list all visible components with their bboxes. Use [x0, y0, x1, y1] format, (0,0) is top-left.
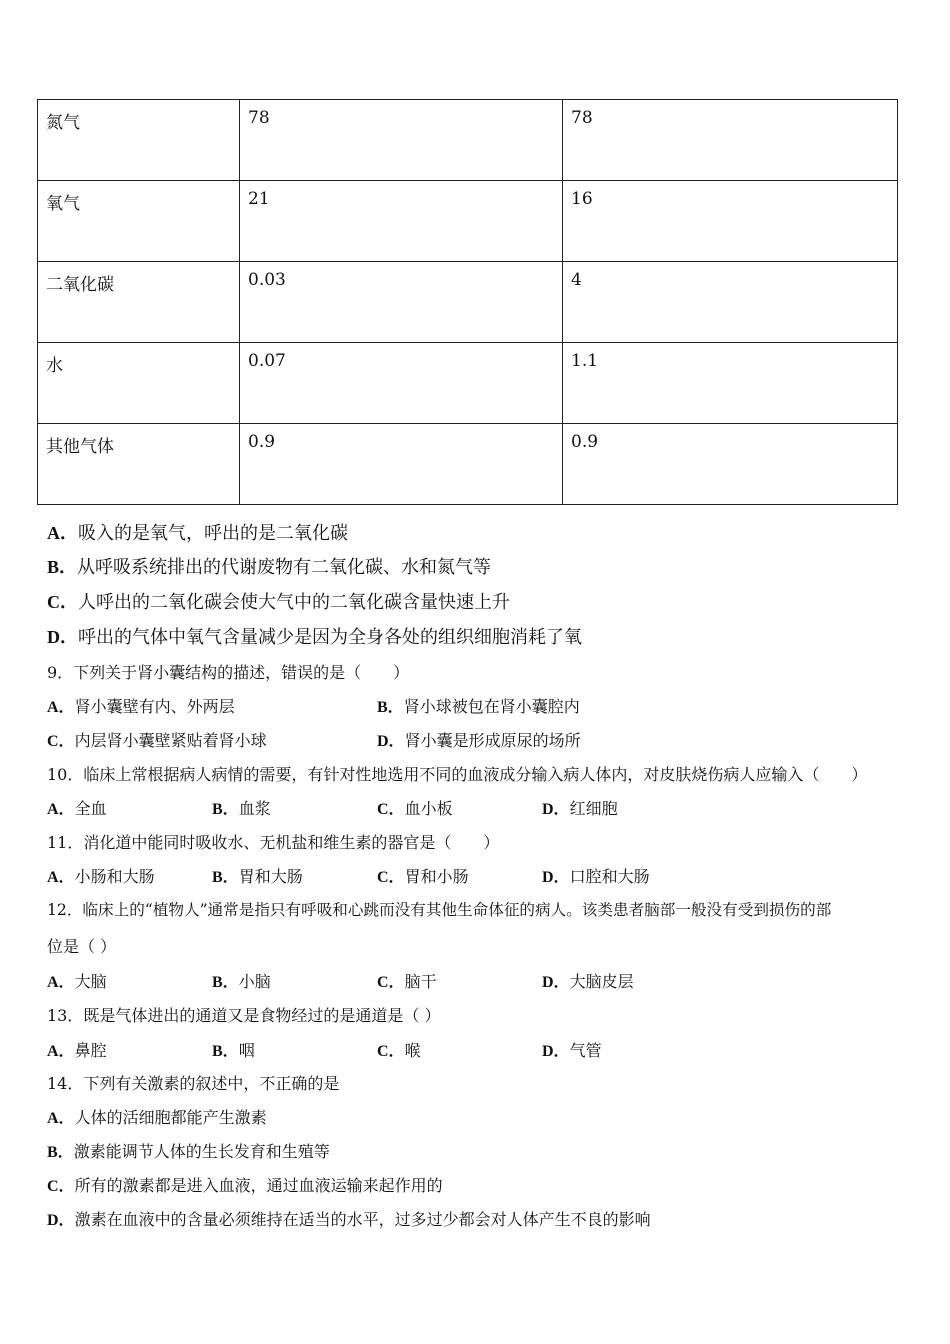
- q10-option-c: [377, 796, 453, 819]
- option-text: 喉: [404, 1041, 421, 1060]
- option-label: C．: [377, 801, 405, 818]
- option-label: B．: [47, 1144, 74, 1161]
- q10-option-d: [542, 796, 618, 819]
- q13-option-c: [377, 1038, 421, 1061]
- option-text: 人体的活细胞都能产生激素: [74, 1108, 267, 1127]
- q8-option-c: [47, 588, 510, 614]
- q14-option-c: [47, 1173, 443, 1196]
- option-text: 全血: [74, 799, 107, 818]
- q11-option-c: [377, 864, 469, 887]
- option-text: 鼻腔: [74, 1041, 107, 1060]
- exhaled-value-cell: 4: [563, 262, 898, 343]
- option-text: 口腔和大肠: [569, 867, 650, 886]
- q8-option-d: [47, 623, 582, 649]
- option-label: A．: [47, 1043, 75, 1060]
- q11-option-d: [542, 864, 650, 887]
- option-text: 胃和大肠: [238, 867, 303, 886]
- q11-option-b: [212, 864, 303, 887]
- option-text: 血小板: [404, 799, 453, 818]
- option-label: B．: [47, 557, 78, 577]
- q9-option-a: [47, 694, 235, 717]
- option-text: 胃和小肠: [404, 867, 469, 886]
- q12-option-b: [212, 969, 271, 992]
- option-text: 气管: [569, 1041, 602, 1060]
- q12-option-d: [542, 969, 634, 992]
- q14-option-d: [47, 1207, 651, 1230]
- q13-stem: 13．既是气体进出的通道又是食物经过的是通道是（ ）: [47, 1006, 441, 1025]
- gas-name-cell: 氧气: [38, 181, 240, 262]
- table-row: [38, 343, 898, 424]
- gas-name-cell: 水: [38, 343, 240, 424]
- q10-option-b: [212, 796, 271, 819]
- gas-name-cell: 氮气: [38, 100, 240, 181]
- option-label: B．: [212, 801, 239, 818]
- option-label: D．: [47, 627, 78, 647]
- gas-composition-table: [37, 99, 898, 505]
- option-label: D．: [542, 869, 570, 886]
- option-text: 肾小球被包在肾小囊腔内: [403, 697, 580, 716]
- option-text: 大脑: [74, 972, 107, 991]
- table-row: [38, 262, 898, 343]
- option-label: D．: [47, 1212, 75, 1229]
- option-label: A．: [47, 801, 75, 818]
- q12-stem-line1: 12．临床上的“植物人”通常是指只有呼吸和心跳而没有其他生命体征的病人。该类患者脑部一般没有受到损伤的部: [47, 901, 832, 919]
- option-text: 红细胞: [569, 799, 618, 818]
- option-text: 激素在血液中的含量必须维持在适当的水平，过多过少都会对人体产生不良的影响: [74, 1210, 651, 1229]
- option-text: 激素能调节人体的生长发育和生殖等: [73, 1142, 330, 1161]
- option-text: 人呼出的二氧化碳会使大气中的二氧化碳含量快速上升: [78, 592, 510, 613]
- option-label: C．: [47, 733, 75, 750]
- q12-option-a: [47, 969, 107, 992]
- option-text: 内层肾小囊壁紧贴着肾小球: [74, 731, 267, 750]
- q10-option-a: [47, 796, 107, 819]
- q14-option-b: [47, 1139, 330, 1162]
- option-label: A．: [47, 523, 78, 543]
- q9-stem: 9．下列关于肾小囊结构的描述，错误的是（ ）: [47, 663, 410, 682]
- option-text: 肾小囊壁有内、外两层: [74, 697, 235, 716]
- inhaled-value-cell: 0.9: [240, 424, 563, 505]
- gas-name-cell: 二氧化碳: [38, 262, 240, 343]
- inhaled-value-cell: 0.07: [240, 343, 563, 424]
- table-row: [38, 181, 898, 262]
- option-label: D．: [542, 801, 570, 818]
- option-text: 小脑: [238, 972, 271, 991]
- option-label: A．: [47, 869, 75, 886]
- option-text: 大脑皮层: [569, 972, 634, 991]
- option-text: 呼出的气体中氧气含量减少是因为全身各处的组织细胞消耗了氧: [78, 627, 582, 648]
- option-text: 血浆: [238, 799, 271, 818]
- option-text: 从呼吸系统排出的代谢废物有二氧化碳、水和氮气等: [77, 557, 492, 578]
- option-label: A．: [47, 974, 75, 991]
- inhaled-value-cell: 78: [240, 100, 563, 181]
- option-label: B．: [212, 974, 239, 991]
- option-label: D．: [542, 974, 570, 991]
- q14-stem: 14．下列有关激素的叙述中，不正确的是: [47, 1074, 340, 1093]
- q8-option-b: [47, 553, 491, 579]
- q13-option-d: [542, 1038, 602, 1061]
- table-row: [38, 424, 898, 505]
- option-label: C．: [47, 592, 78, 612]
- option-label: B．: [212, 869, 239, 886]
- exhaled-value-cell: 1.1: [563, 343, 898, 424]
- option-text: 吸入的是氧气，呼出的是二氧化碳: [78, 523, 348, 544]
- option-text: 咽: [238, 1041, 255, 1060]
- option-label: A．: [47, 699, 75, 716]
- exhaled-value-cell: 78: [563, 100, 898, 181]
- q14-option-a: [47, 1105, 267, 1128]
- q9-option-c: [47, 728, 267, 751]
- option-label: C．: [377, 1043, 405, 1060]
- option-label: C．: [377, 869, 405, 886]
- q12-stem-line2: 位是（ ）: [47, 937, 117, 956]
- option-label: D．: [377, 733, 405, 750]
- gas-name-cell: 其他气体: [38, 424, 240, 505]
- inhaled-value-cell: 21: [240, 181, 563, 262]
- option-label: B．: [212, 1043, 239, 1060]
- exhaled-value-cell: 16: [563, 181, 898, 262]
- q9-option-b: [377, 694, 580, 717]
- exhaled-value-cell: 0.9: [563, 424, 898, 505]
- q10-stem: 10．临床上常根据病人病情的需要，有针对性地选用不同的血液成分输入病人体内，对皮肤烧伤病人应输入（ ）: [47, 765, 868, 784]
- option-label: C．: [47, 1178, 75, 1195]
- option-label: D．: [542, 1043, 570, 1060]
- q11-stem: 11．消化道中能同时吸收水、无机盐和维生素的器官是（ ）: [47, 833, 500, 852]
- option-label: C．: [377, 974, 405, 991]
- option-text: 小肠和大肠: [74, 867, 155, 886]
- q8-option-a: [47, 519, 348, 545]
- q13-option-b: [212, 1038, 255, 1061]
- option-text: 脑干: [404, 972, 437, 991]
- option-label: A．: [47, 1110, 75, 1127]
- option-text: 肾小囊是形成原尿的场所: [404, 731, 581, 750]
- q11-option-a: [47, 864, 155, 887]
- q9-option-d: [377, 728, 581, 751]
- table-row: [38, 100, 898, 181]
- q13-option-a: [47, 1038, 107, 1061]
- inhaled-value-cell: 0.03: [240, 262, 563, 343]
- q12-option-c: [377, 969, 437, 992]
- option-text: 所有的激素都是进入血液，通过血液运输来起作用的: [74, 1176, 443, 1195]
- option-label: B．: [377, 699, 404, 716]
